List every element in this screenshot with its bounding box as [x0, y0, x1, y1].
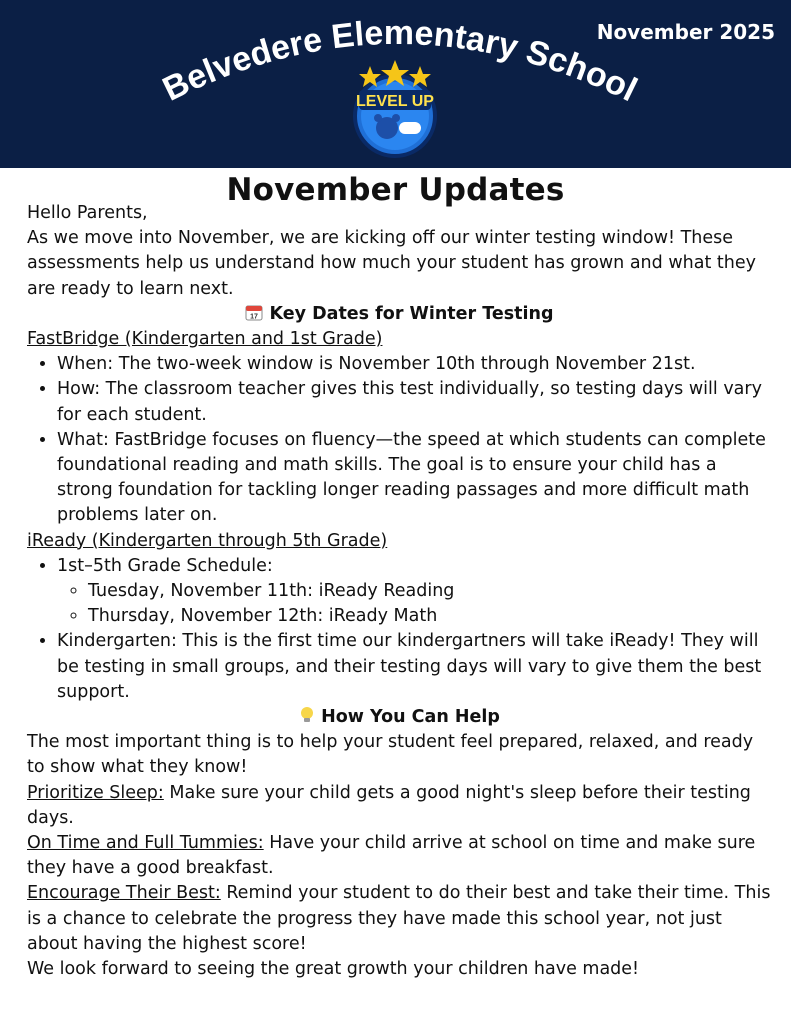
intro-paragraph: As we move into November, we are kicking off our winter testing window! These assessments help us understand how much your student has grown and what they are ready to learn next. [27, 228, 756, 299]
key-dates-heading [27, 302, 772, 327]
help-heading-text: How You Can Help [321, 707, 500, 728]
issue-month: November 2025 [596, 20, 775, 44]
tip-text: Have your child arrive at school on time and make sure they have a good breakfast. [27, 833, 756, 879]
schedule-label: 1st–5th Grade Schedule: [57, 555, 273, 576]
page-title: November Updates [226, 172, 565, 208]
list-item: • Kindergarten: This is the first time our kindergartners will take iReady! They will be testing in small groups, and their testing days will vary to give them the best support. [57, 629, 772, 705]
iready-list [27, 554, 772, 705]
greeting: Hello Parents, [27, 203, 148, 223]
header-banner [0, 0, 791, 168]
help-tip [27, 831, 772, 881]
lightbulb-icon [299, 706, 315, 724]
closing-line: We look forward to seeing the great growth your children have made! [27, 959, 640, 980]
tip-text: Make sure your child gets a good night's sleep before their testing days. [27, 782, 751, 828]
schedule-list [57, 579, 772, 629]
game-controller-icon [399, 122, 421, 134]
help-heading [27, 705, 772, 730]
tip-label: Encourage Their Best: [27, 883, 221, 904]
calendar-icon [245, 303, 263, 321]
badge-text: LEVEL UP [356, 93, 434, 110]
list-item: • When: The two-week window is November 10th through November 21st. [57, 352, 772, 377]
level-up-badge [345, 60, 445, 160]
list-item: • How: The classroom teacher gives this test individually, so testing days will vary for each student. [57, 377, 772, 427]
list-item: ◦ Thursday, November 12th: iReady Math [88, 604, 772, 629]
iready-heading: iReady (Kindergarten through 5th Grade) [27, 530, 388, 551]
tip-label: Prioritize Sleep: [27, 782, 164, 803]
list-item [57, 554, 772, 630]
list-item: ◦ Tuesday, November 11th: iReady Reading [88, 579, 772, 604]
svg-text:17: 17 [250, 313, 259, 321]
key-dates-heading-text: Key Dates for Winter Testing [269, 303, 554, 324]
help-tip [27, 881, 772, 957]
help-tip [27, 781, 772, 831]
newsletter-body [27, 201, 772, 982]
school-name: Belvedere Elementary School [156, 13, 643, 110]
fastbridge-heading: FastBridge (Kindergarten and 1st Grade) [27, 329, 383, 350]
fastbridge-list [27, 352, 772, 528]
list-item: • What: FastBridge focuses on fluency—the speed at which students can complete foundational reading and math skills. The goal is to ensure your child has a strong foundation for tackling longer reading passages and more difficult math problems later on. [57, 428, 772, 529]
tip-label: On Time and Full Tummies: [27, 833, 264, 854]
tip-text: Remind your student to do their best and take their time. This is a chance to celebrate the progress they have made this school year, not just about having the highest score! [27, 883, 771, 954]
help-intro: The most important thing is to help your student feel prepared, relaxed, and ready to show what they know! [27, 732, 754, 778]
